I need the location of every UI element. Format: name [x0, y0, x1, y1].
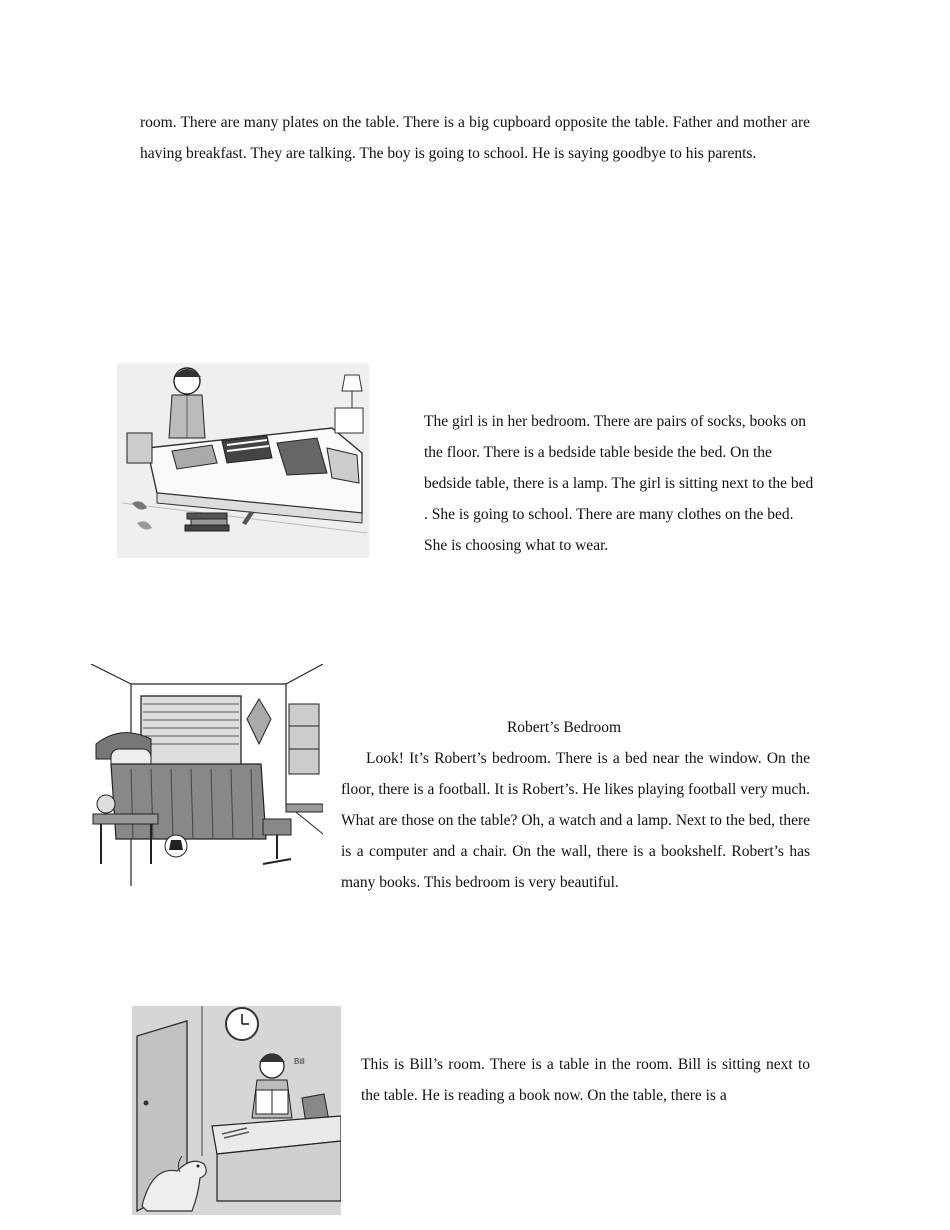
paragraph-breakfast: room. There are many plates on the table. There is a big cupboard opposite the table. Father and mother are having breakfast. They are talking. The boy is going to school. He is saying goodbye to his parents. [140, 114, 810, 162]
robert-bedroom-title: Robert’s Bedroom [506, 719, 622, 736]
paragraph-robert-bedroom: Look! It’s Robert’s bedroom. There is a bed near the window. On the floor, there is a football. It is Robert’s. He likes playing football very much. What are those on the table? Oh, a watch and a lamp. Next to the bed, there is a computer and a chair. On the wall, there is a bookshelf. Robert’s has many books. This bedroom is very beautiful. [341, 750, 810, 891]
girl-bedroom-illustration [117, 363, 369, 558]
robert-bedroom-illustration [91, 664, 323, 886]
bill-name-tag: Bill [294, 1057, 305, 1066]
paragraph-bill-room: This is Bill’s room. There is a table in the room. Bill is sitting next to the table. He is reading a book now. On the table, there is a [361, 1056, 810, 1104]
bill-room-illustration [132, 1006, 341, 1215]
paragraph-girl-bedroom: The girl is in her bedroom. There are pairs of socks, books on the floor. There is a bedside table beside the bed. On the bedside table, there is a lamp. The girl is sitting next to the bed . She is going to school. There are many clothes on the bed. She is choosing what to wear. [424, 413, 814, 554]
